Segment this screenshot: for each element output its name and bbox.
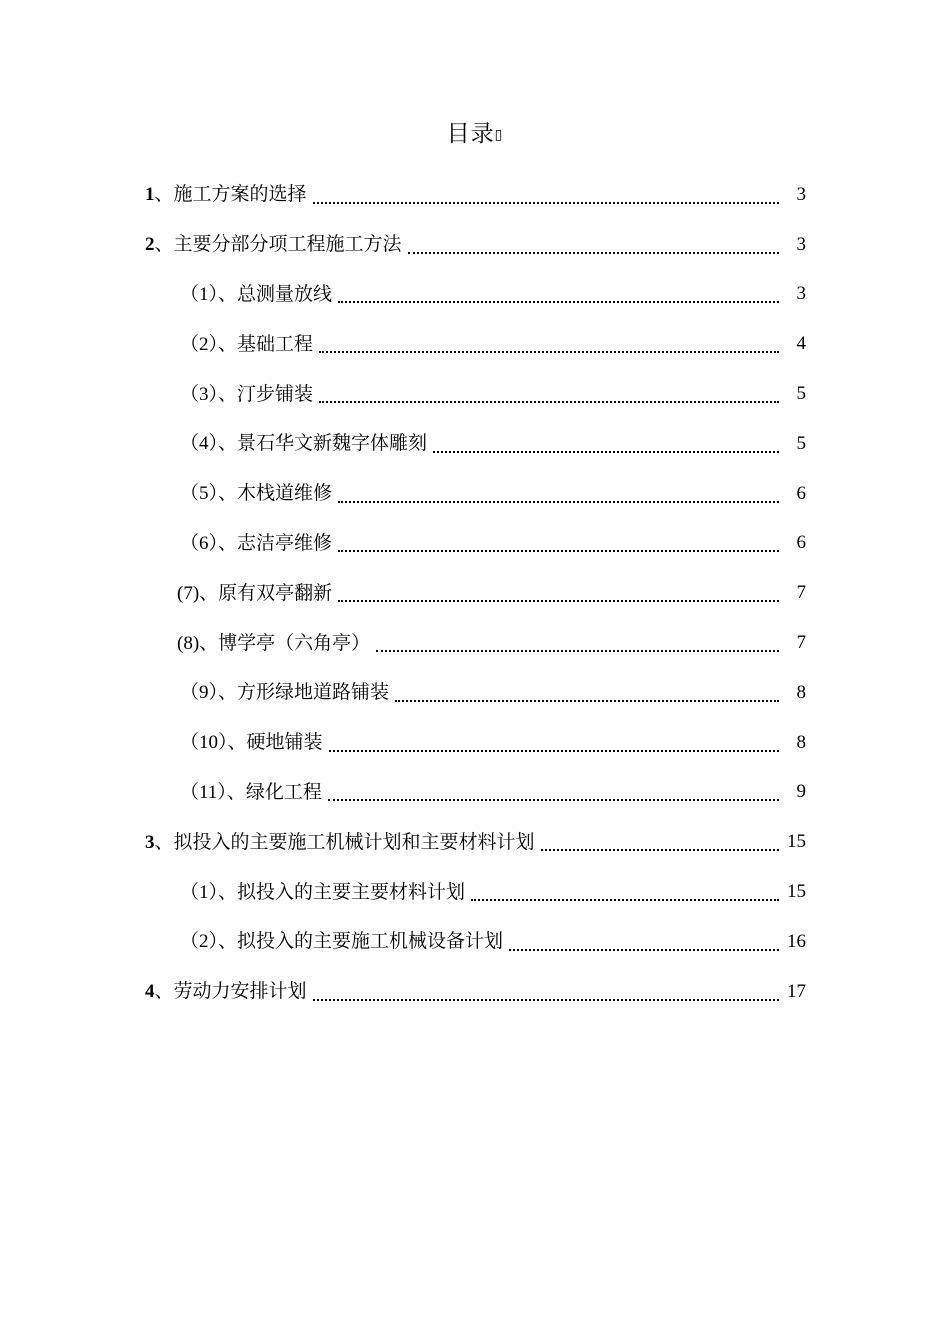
- toc-entry-page: 5: [796, 383, 806, 405]
- toc-entry-separator: 、: [154, 830, 174, 853]
- toc-entry-separator: 、: [154, 980, 174, 1003]
- toc-entry-separator: 、: [226, 780, 246, 803]
- toc-entry-title: 木栈道维修: [237, 482, 333, 505]
- toc-entry-page: 3: [796, 183, 806, 205]
- toc-entry-separator: 、: [218, 432, 238, 455]
- toc-entry-text: [180, 279, 332, 310]
- toc-entry-page: 17: [787, 980, 806, 1002]
- toc-entry-separator: 、: [154, 233, 174, 256]
- toc-dot-leader: [338, 281, 779, 303]
- toc-entry-page: 9: [796, 781, 806, 803]
- toc-entry-page: 4: [796, 333, 806, 355]
- toc-entry-title: 施工方案的选择: [173, 183, 307, 206]
- toc-entry-page: 15: [787, 881, 806, 903]
- toc-dot-leader: [408, 232, 779, 254]
- toc-entry[interactable]: [0, 369, 950, 419]
- toc-entry-text: [180, 528, 332, 559]
- toc-title-text: 目录: [446, 121, 495, 147]
- toc-entry-number: （3）: [180, 383, 219, 405]
- toc-dot-leader: [319, 381, 779, 403]
- toc-entry-number: 2: [145, 234, 155, 256]
- toc-entry-title: 拟投入的主要施工机械计划和主要材料计划: [173, 830, 535, 853]
- toc-entry-text: [180, 877, 465, 908]
- toc-entry-text: [180, 727, 323, 758]
- toc-entry-text: [145, 229, 402, 260]
- toc-dot-leader: [376, 630, 779, 652]
- toc-entry-number: （5）: [180, 483, 219, 505]
- toc-dot-leader: [509, 929, 779, 951]
- toc-entry-page: 16: [787, 930, 806, 952]
- toc-entry-title: 主要分部分项工程施工方法: [173, 233, 402, 256]
- toc-entry-number: （9）: [180, 682, 219, 704]
- toc-entry-number: （1）: [180, 881, 219, 903]
- toc-dot-leader: [313, 979, 779, 1001]
- toc-entry-number: （10）: [180, 732, 228, 754]
- toc-entry-title: 绿化工程: [245, 780, 322, 803]
- toc-entry-title: 方形绿地道路铺装: [237, 681, 390, 704]
- toc-entry-page: 5: [796, 432, 806, 454]
- toc-entry-text: [180, 677, 389, 708]
- toc-entry-number: 4: [145, 981, 155, 1003]
- toc-entry-number: (8): [177, 632, 200, 654]
- toc-entry-title: 总测量放线: [237, 282, 333, 305]
- toc-entry-separator: 、: [218, 681, 238, 704]
- toc-entry-title: 博学亭（六角亭）: [218, 631, 371, 654]
- toc-dot-leader: [329, 730, 779, 752]
- toc-entry-page: 15: [787, 831, 806, 853]
- toc-dot-leader: [433, 431, 779, 453]
- toc-entry-separator: 、: [199, 581, 219, 604]
- toc-entry-text: [145, 179, 307, 210]
- toc-entry-separator: 、: [218, 531, 238, 554]
- toc-entry[interactable]: [0, 867, 950, 917]
- toc-entry-separator: 、: [154, 183, 174, 206]
- toc-entry[interactable]: [0, 319, 950, 369]
- toc-title: [0, 118, 950, 151]
- toc-entry-title: 拟投入的主要施工机械设备计划: [237, 930, 504, 953]
- toc-dot-leader: [471, 879, 779, 901]
- toc-entry-text: [177, 628, 370, 659]
- toc-entry-title: 志洁亭维修: [237, 531, 333, 554]
- toc-entry-number: （11）: [180, 781, 227, 803]
- toc-entry-separator: 、: [218, 332, 238, 355]
- toc-entry-number: 3: [145, 831, 155, 853]
- toc-entry[interactable]: [0, 568, 950, 618]
- toc-entry[interactable]: [0, 220, 950, 270]
- toc-dot-leader: [395, 680, 779, 702]
- toc-entry-title: 硬地铺装: [246, 731, 323, 754]
- toc-dot-leader: [328, 779, 779, 801]
- toc-entry[interactable]: [0, 967, 950, 1017]
- toc-entry-number: （4）: [180, 433, 219, 455]
- toc-entry-number: （2）: [180, 931, 219, 953]
- toc-entry-number: （1）: [180, 283, 219, 305]
- toc-title-mark: ▯: [494, 127, 504, 143]
- toc-entry-number: （6）: [180, 532, 219, 554]
- toc-entry[interactable]: [0, 419, 950, 469]
- toc-entry-number: (7): [177, 582, 200, 604]
- toc-entry-text: [145, 827, 535, 858]
- toc-entry-number: 1: [145, 184, 155, 206]
- toc-entry-page: 8: [796, 681, 806, 703]
- toc-entry-page: 3: [796, 283, 806, 305]
- toc-entry-title: 景石华文新魏字体雕刻: [237, 432, 428, 455]
- toc-entry[interactable]: [0, 519, 950, 569]
- toc-entry[interactable]: [0, 718, 950, 768]
- toc-entry-separator: 、: [218, 930, 238, 953]
- toc-entry-page: 3: [796, 233, 806, 255]
- toc-dot-leader: [319, 331, 779, 353]
- toc-entry[interactable]: [0, 270, 950, 320]
- toc-entry-title: 劳动力安排计划: [173, 980, 307, 1003]
- toc-entry-title: 汀步铺装: [237, 382, 314, 405]
- toc-entry-text: [180, 478, 332, 509]
- toc-entry-separator: 、: [218, 482, 238, 505]
- toc-entry-title: 基础工程: [237, 332, 314, 355]
- toc-entry[interactable]: [0, 668, 950, 718]
- toc-dot-leader: [541, 829, 779, 851]
- toc-entry[interactable]: [0, 917, 950, 967]
- toc-entry-page: 6: [796, 532, 806, 554]
- toc-entry-text: [180, 428, 427, 459]
- toc-entry-text: [177, 578, 332, 609]
- toc-entry[interactable]: [0, 469, 950, 519]
- toc-entry[interactable]: [0, 170, 950, 220]
- toc-entry[interactable]: [0, 618, 950, 668]
- toc-entry-page: 6: [796, 482, 806, 504]
- toc-entry-text: [180, 777, 322, 808]
- toc-entry-text: [145, 976, 307, 1007]
- toc-entry[interactable]: [0, 817, 950, 867]
- toc-entry-separator: 、: [218, 382, 238, 405]
- toc-entry-title: 原有双亭翻新: [218, 581, 333, 604]
- toc-entry-page: 7: [796, 582, 806, 604]
- toc-dot-leader: [338, 530, 779, 552]
- toc-entry[interactable]: [0, 768, 950, 818]
- toc-dot-leader: [338, 580, 779, 602]
- toc-entry-title: 拟投入的主要主要材料计划: [237, 880, 466, 903]
- toc-entry-page: 8: [796, 731, 806, 753]
- toc-entry-separator: 、: [218, 282, 238, 305]
- toc-entry-separator: 、: [227, 731, 247, 754]
- toc-entry-text: [180, 329, 313, 360]
- toc-entry-number: （2）: [180, 333, 219, 355]
- toc-entry-page: 7: [796, 632, 806, 654]
- toc-dot-leader: [313, 182, 779, 204]
- toc-entry-separator: 、: [218, 880, 238, 903]
- toc-dot-leader: [338, 481, 779, 503]
- toc-list: [0, 170, 950, 1017]
- toc-entry-text: [180, 926, 503, 957]
- toc-entry-separator: 、: [199, 631, 219, 654]
- toc-entry-text: [180, 379, 313, 410]
